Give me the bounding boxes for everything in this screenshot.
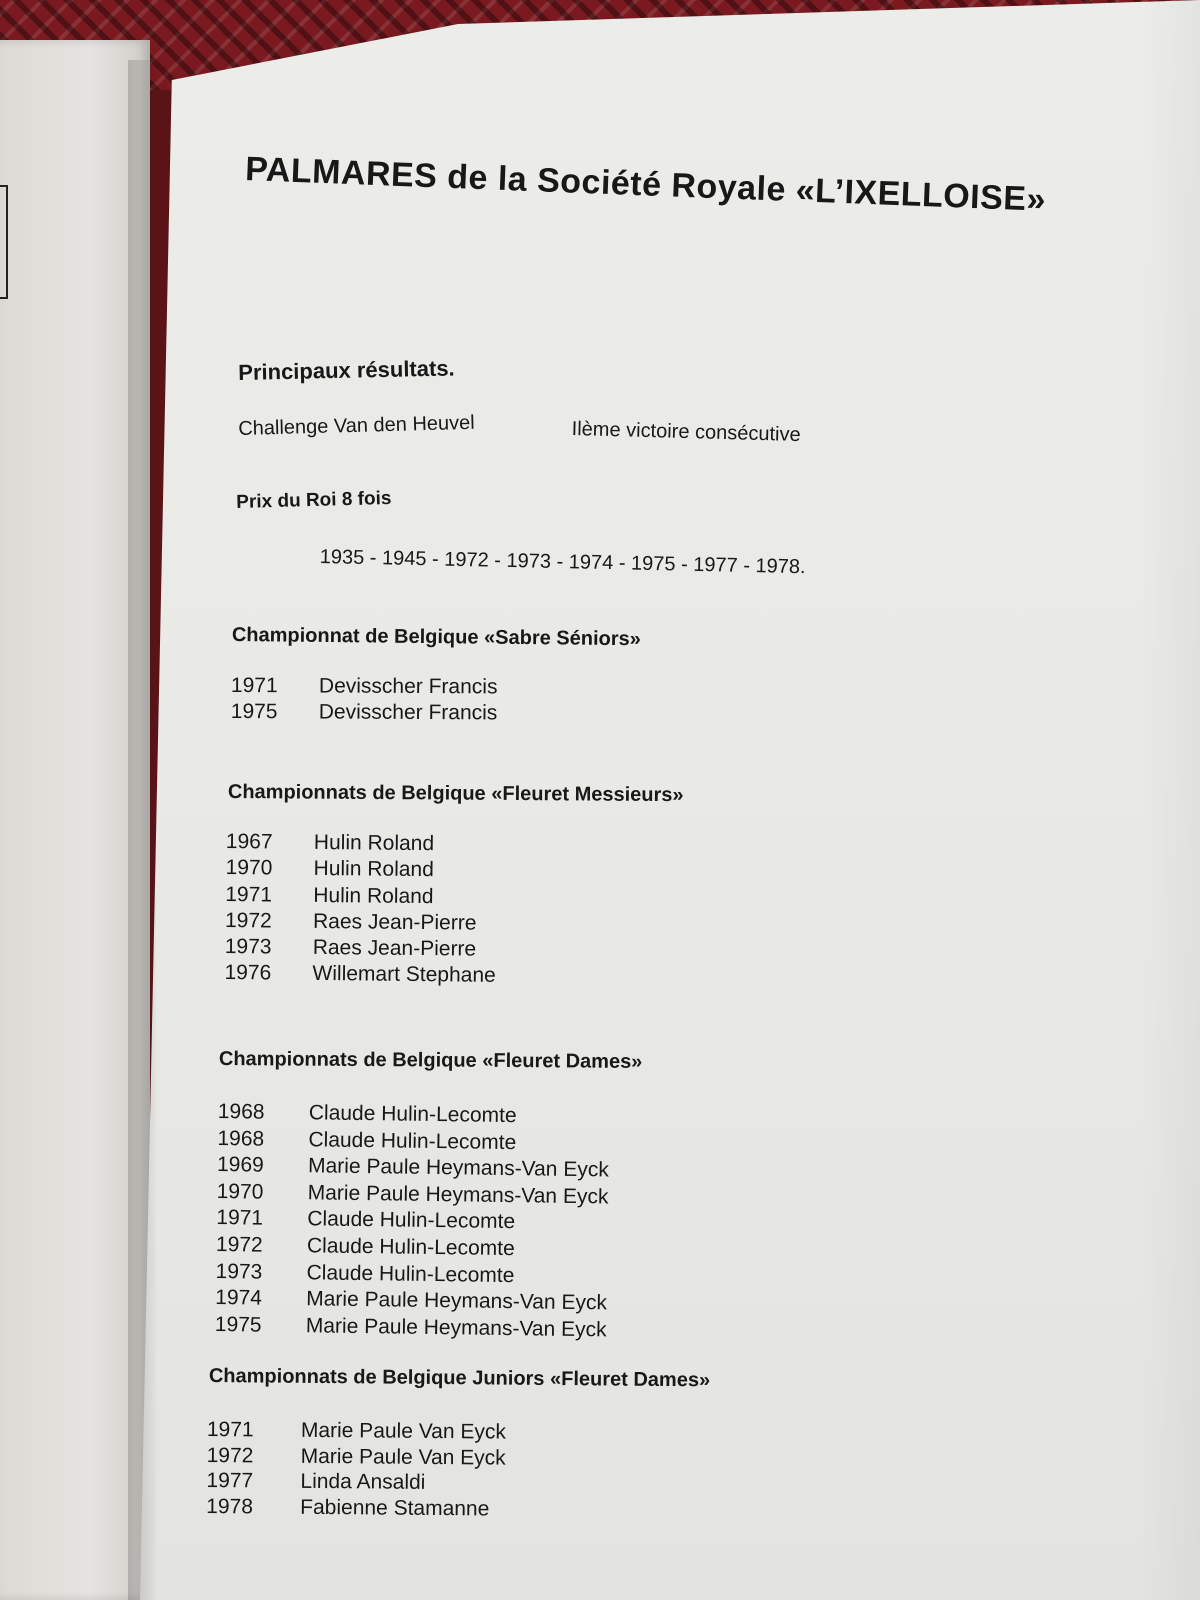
year: 1970 bbox=[225, 856, 273, 880]
list-item bbox=[225, 935, 497, 964]
fencer-name: Marie Paule Heymans-Van Eyck bbox=[307, 1181, 609, 1209]
fencer-name: Marie Paule Heymans-Van Eyck bbox=[307, 1154, 609, 1182]
challenge-name: Challenge Van den Heuvel bbox=[238, 411, 475, 440]
year: 1968 bbox=[217, 1100, 265, 1124]
fencer-name: Marie Paule Heymans-Van Eyck bbox=[305, 1313, 607, 1342]
year: 1975 bbox=[214, 1312, 262, 1337]
fencer-name: Devisscher Francis bbox=[318, 700, 498, 725]
year: 1975 bbox=[230, 699, 278, 724]
fencer-name: Raes Jean-Pierre bbox=[312, 909, 477, 935]
list-item bbox=[206, 1469, 505, 1497]
year: 1972 bbox=[224, 908, 272, 933]
list-item bbox=[206, 1494, 505, 1522]
year: 1977 bbox=[206, 1468, 254, 1493]
year: 1969 bbox=[216, 1153, 264, 1177]
year: 1971 bbox=[206, 1418, 254, 1442]
fencer-name: Claude Hulin-Lecomte bbox=[308, 1101, 517, 1128]
list-item bbox=[225, 909, 497, 938]
fencer-name: Devisscher Francis bbox=[318, 674, 498, 699]
fencer-name: Fabienne Stamanne bbox=[300, 1495, 490, 1520]
year: 1967 bbox=[225, 830, 273, 854]
year: 1970 bbox=[216, 1179, 264, 1204]
year: 1973 bbox=[215, 1259, 263, 1284]
results-list bbox=[231, 674, 498, 727]
section-heading: Championnats de Belgique «Fleuret Messieurs» bbox=[227, 781, 684, 807]
list-item bbox=[207, 1443, 506, 1471]
fencer-name: Marie Paule Van Eyck bbox=[300, 1418, 507, 1444]
list-item bbox=[226, 830, 498, 859]
fencer-name: Claude Hulin-Lecomte bbox=[306, 1260, 515, 1287]
section-heading: Championnat de Belgique «Sabre Séniors» bbox=[231, 624, 641, 651]
list-item bbox=[225, 856, 497, 885]
prix-du-roi-years: 1935 - 1945 - 1972 - 1973 - 1974 - 1975 - 1977 - 1978. bbox=[319, 546, 806, 579]
list-item bbox=[215, 1313, 607, 1345]
prix-du-roi-heading: Prix du Roi 8 fois bbox=[236, 487, 392, 513]
year: 1972 bbox=[206, 1443, 254, 1467]
fencer-name: Hulin Roland bbox=[313, 830, 435, 856]
list-item bbox=[231, 700, 498, 727]
fencer-name: Marie Paule Van Eyck bbox=[300, 1444, 506, 1470]
results-list bbox=[224, 830, 497, 991]
results-list bbox=[215, 1100, 610, 1345]
fencer-name: Raes Jean-Pierre bbox=[312, 936, 477, 961]
fencer-name: Marie Paule Heymans-Van Eyck bbox=[306, 1287, 608, 1315]
year: 1971 bbox=[225, 882, 273, 907]
year: 1971 bbox=[216, 1206, 264, 1231]
page-title: PALMARES de la Société Royale «L’IXELLOISE» bbox=[244, 150, 1047, 219]
year: 1973 bbox=[224, 935, 272, 959]
challenge-note: Ilème victoire consécutive bbox=[571, 418, 801, 446]
list-item bbox=[224, 961, 496, 990]
fencer-name: Claude Hulin-Lecomte bbox=[307, 1207, 516, 1234]
list-item bbox=[231, 674, 498, 701]
year: 1968 bbox=[217, 1126, 265, 1151]
fencer-name: Willemart Stephane bbox=[312, 962, 496, 988]
list-item bbox=[225, 883, 497, 912]
fencer-name: Claude Hulin-Lecomte bbox=[306, 1234, 515, 1261]
section-heading: Championnats de Belgique «Fleuret Dames» bbox=[218, 1048, 643, 1073]
list-item bbox=[207, 1418, 506, 1446]
year: 1974 bbox=[215, 1286, 263, 1310]
fencer-name: Linda Ansaldi bbox=[300, 1469, 426, 1494]
year: 1978 bbox=[206, 1494, 254, 1518]
fencer-name: Hulin Roland bbox=[313, 883, 434, 908]
year: 1972 bbox=[215, 1232, 263, 1257]
fencer-name: Hulin Roland bbox=[313, 857, 434, 882]
year: 1976 bbox=[224, 961, 272, 985]
section-heading: Championnats de Belgique Juniors «Fleuret Dames» bbox=[208, 1365, 711, 1392]
year: 1971 bbox=[230, 674, 278, 698]
fencer-name: Claude Hulin-Lecomte bbox=[308, 1127, 517, 1154]
main-heading: Principaux résultats. bbox=[238, 355, 455, 385]
results-list bbox=[206, 1418, 506, 1523]
